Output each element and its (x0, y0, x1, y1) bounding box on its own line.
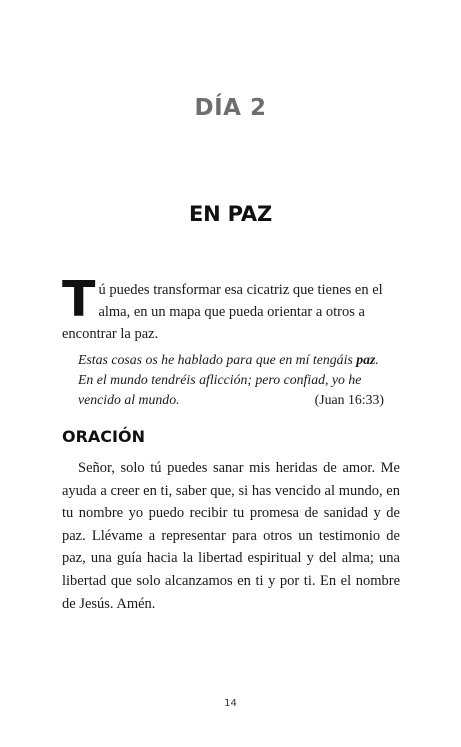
prayer-paragraph: Señor, solo tú puedes sanar mis heridas de amor. Me ayuda a creer en ti, saber que, si has vencido al mundo, en tu nombre yo puedo recibir tu promesa de sanidad y de paz. Llévame a representar para otros un testimonio de paz, una guía hacia la libertad espiritual y del alma; una libertad que solo alcanzamos en ti y por ti. En el nombre de Jesús. Amén. (62, 460, 400, 612)
intro-paragraph (62, 271, 398, 345)
scripture-quote (78, 350, 384, 410)
chapter-title: EN PAZ (189, 202, 272, 226)
intro-text: ú puedes transformar esa cicatriz que tienes en el alma, en un mapa que pueda orientar a otros a encontrar la paz. (62, 282, 383, 342)
quote-text-before: Estas cosas os he hablado para que en mí tengáis (78, 352, 357, 367)
section-heading-prayer: ORACIÓN (62, 427, 145, 446)
day-title: DÍA 2 (194, 95, 267, 121)
quote-text-after: . En el mundo tendréis aflicción; pero confiad, yo he vencido al mundo. (78, 352, 379, 407)
quote-emphasis: paz (356, 352, 376, 367)
scripture-reference: (Juan 16:33) (314, 392, 384, 407)
page-number: 14 (224, 698, 237, 709)
drop-cap: T (62, 271, 96, 328)
